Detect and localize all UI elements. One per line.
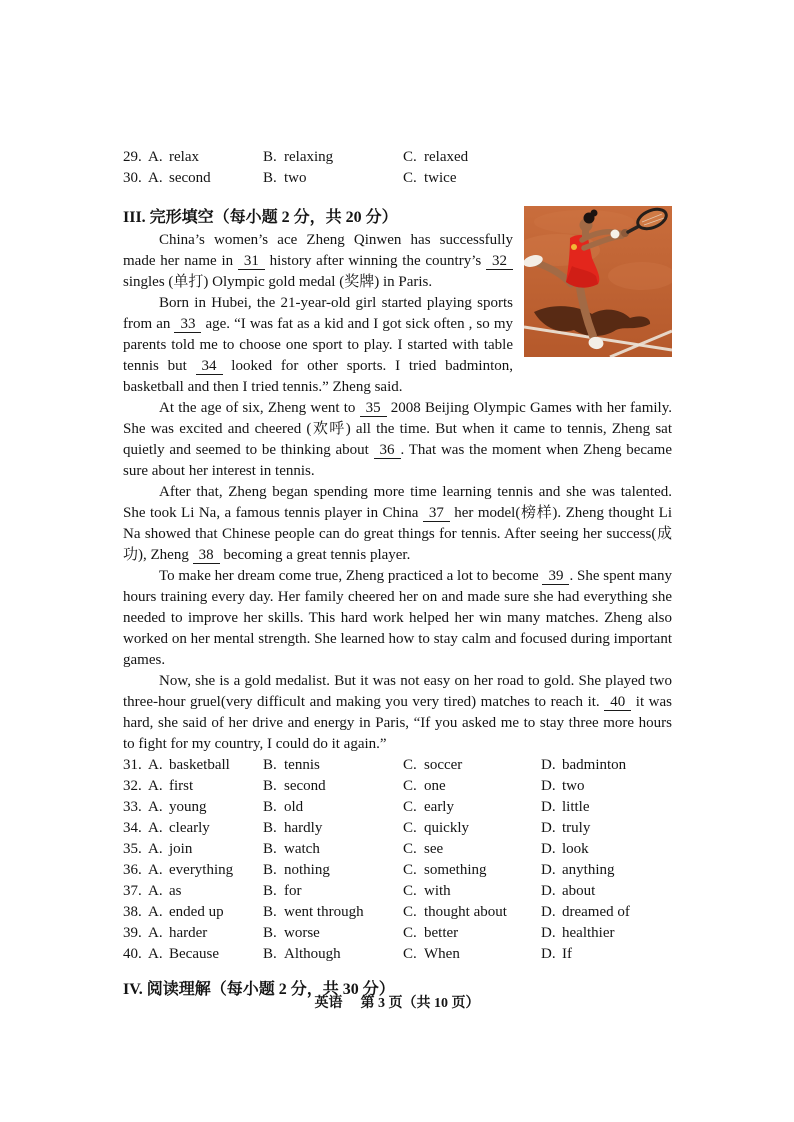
option-text: second (169, 170, 211, 186)
option-text: basketball (169, 757, 230, 773)
option-text: ended up (169, 904, 224, 920)
option-36-D (541, 860, 672, 881)
option-letter: D. (541, 778, 556, 794)
questions-29-30 (123, 147, 672, 189)
option-letter: D. (541, 862, 556, 878)
option-38-A (148, 902, 263, 923)
option-33-A (148, 797, 263, 818)
option-letter: B. (263, 904, 277, 920)
option-37-C (403, 881, 541, 902)
option-text: badminton (562, 757, 627, 773)
option-letter: C. (403, 841, 417, 857)
question-number: 37. (123, 883, 142, 899)
option-text: worse (284, 925, 320, 941)
cloze-question-row-39 (123, 923, 672, 944)
footer-page-number: 第 3 页（共 10 页） (360, 996, 480, 1011)
option-text: If (562, 946, 572, 962)
cloze-paragraph-6: Now, she is a gold medalist. But it was not easy on her road to gold. She played two three-hour gruel(very difficult and making you very tired) matches to reach it. 40 it was hard, she said of her drive and energy in Paris, “If you asked me to stay three more hours to fight for my country, I could do it again.” (123, 673, 672, 752)
option-letter: A. (148, 170, 163, 186)
question-number: 39. (123, 925, 142, 941)
tennis-player-photo (524, 206, 672, 357)
option-letter: D. (541, 883, 556, 899)
option-30-A (148, 168, 263, 189)
option-letter: C. (403, 883, 417, 899)
option-text: healthier (562, 925, 615, 941)
cloze-question-row-38 (123, 902, 672, 923)
option-letter: B. (263, 778, 277, 794)
option-text: as (169, 883, 182, 899)
option-38-D (541, 902, 672, 923)
question-number: 34. (123, 820, 142, 836)
option-letter: C. (403, 757, 417, 773)
option-text: twice (424, 170, 457, 186)
question-number: 32. (123, 778, 142, 794)
tennis-court-illustration (524, 206, 672, 357)
option-text: two (562, 778, 585, 794)
option-letter: A. (148, 925, 163, 941)
question-number: 30. (123, 170, 142, 186)
question-row-29 (123, 147, 672, 168)
option-letter: D. (541, 946, 556, 962)
section-iv-heading: IV. 阅读理解（每小题 2 分，共 30 分） (123, 981, 395, 998)
option-letter: A. (148, 149, 163, 165)
option-text: something (424, 862, 487, 878)
option-38-B (263, 902, 403, 923)
option-text: relaxing (284, 149, 334, 165)
option-letter: C. (403, 778, 417, 794)
option-letter: A. (148, 757, 163, 773)
option-36-B (263, 860, 403, 881)
option-letter: A. (148, 799, 163, 815)
option-text: Because (169, 946, 219, 962)
option-34-C (403, 818, 541, 839)
option-letter: A. (148, 778, 163, 794)
cloze-blank-34: 34 (196, 358, 223, 375)
cloze-blank-33: 33 (174, 316, 201, 333)
option-text: two (284, 170, 307, 186)
option-letter: A. (148, 841, 163, 857)
option-text: quickly (424, 820, 469, 836)
option-letter: B. (263, 862, 277, 878)
option-letter: B. (263, 149, 277, 165)
option-text: old (284, 799, 304, 815)
option-37-A (148, 881, 263, 902)
question-row-30 (123, 168, 672, 189)
option-39-C (403, 923, 541, 944)
option-text: nothing (284, 862, 330, 878)
cloze-question-row-31 (123, 755, 672, 776)
option-text: soccer (424, 757, 463, 773)
option-text: for (284, 883, 302, 899)
option-32-C (403, 776, 541, 797)
option-29-C (403, 147, 672, 168)
option-letter: D. (541, 757, 556, 773)
option-text: hardly (284, 820, 323, 836)
cloze-blank-40: 40 (604, 694, 631, 711)
question-number: 29. (123, 149, 142, 165)
option-32-B (263, 776, 403, 797)
cloze-question-row-32 (123, 776, 672, 797)
option-letter: C. (403, 799, 417, 815)
option-letter: D. (541, 841, 556, 857)
option-letter: A. (148, 862, 163, 878)
option-letter: C. (403, 862, 417, 878)
cloze-paragraph-1: China’s women’s ace Zheng Qinwen has successfully made her name in 31 history after winning the country’s 32 singles (单打) Olympic gold medal (奖牌) in Paris. (123, 232, 513, 290)
option-text: early (424, 799, 454, 815)
cloze-paragraph-2: Born in Hubei, the 21-year-old girl started playing sports from an 33 age. “I was fat as a kid and I got sick often , so my parents told me to choose one sport to play. I started with table tennis but 34 looked for other sports. I tried badminton, basketball and then I tried tennis.” Zheng said. (123, 295, 513, 395)
option-36-A (148, 860, 263, 881)
option-text: first (169, 778, 194, 794)
option-35-A (148, 839, 263, 860)
question-number: 38. (123, 904, 142, 920)
option-letter: A. (148, 946, 163, 962)
cloze-question-row-37 (123, 881, 672, 902)
page-footer (0, 995, 794, 1013)
cloze-blank-37: 37 (423, 505, 450, 522)
cloze-question-row-33 (123, 797, 672, 818)
option-34-B (263, 818, 403, 839)
cloze-question-row-34 (123, 818, 672, 839)
question-number: 40. (123, 946, 142, 962)
option-letter: D. (541, 820, 556, 836)
option-letter: B. (263, 925, 277, 941)
option-text: watch (284, 841, 320, 857)
option-text: tennis (284, 757, 320, 773)
option-32-D (541, 776, 672, 797)
option-31-D (541, 755, 672, 776)
question-number: 35. (123, 841, 142, 857)
option-40-B (263, 944, 403, 965)
option-letter: A. (148, 883, 163, 899)
option-text: one (424, 778, 446, 794)
option-text: clearly (169, 820, 210, 836)
option-29-B (263, 147, 403, 168)
option-40-C (403, 944, 541, 965)
option-text: see (424, 841, 444, 857)
option-text: dreamed of (562, 904, 630, 920)
section-iii-heading: III. 完形填空（每小题 2 分，共 20 分） (123, 209, 398, 226)
option-letter: A. (148, 904, 163, 920)
option-text: young (169, 799, 207, 815)
option-letter: B. (263, 946, 277, 962)
question-number: 31. (123, 757, 142, 773)
option-text: better (424, 925, 459, 941)
option-letter: B. (263, 820, 277, 836)
cloze-question-row-40 (123, 944, 672, 965)
cloze-blank-36: 36 (374, 442, 401, 459)
option-letter: B. (263, 757, 277, 773)
option-39-D (541, 923, 672, 944)
option-text: second (284, 778, 326, 794)
option-32-A (148, 776, 263, 797)
questions-31-40 (123, 755, 672, 965)
option-text: Although (284, 946, 341, 962)
option-33-C (403, 797, 541, 818)
option-37-D (541, 881, 672, 902)
cloze-blank-31: 31 (238, 253, 265, 270)
option-letter: A. (148, 820, 163, 836)
option-letter: C. (403, 904, 417, 920)
option-34-D (541, 818, 672, 839)
option-letter: B. (263, 841, 277, 857)
question-number: 36. (123, 862, 142, 878)
option-40-A (148, 944, 263, 965)
option-letter: C. (403, 925, 417, 941)
question-number: 33. (123, 799, 142, 815)
option-text: everything (169, 862, 234, 878)
option-38-C (403, 902, 541, 923)
option-29-A (148, 147, 263, 168)
option-text: When (424, 946, 460, 962)
cloze-blank-38: 38 (193, 547, 220, 564)
option-text: about (562, 883, 596, 899)
option-text: anything (562, 862, 615, 878)
option-letter: D. (541, 799, 556, 815)
option-text: with (424, 883, 451, 899)
option-letter: C. (403, 820, 417, 836)
option-31-B (263, 755, 403, 776)
page-content (123, 147, 672, 1002)
cloze-blank-35: 35 (360, 400, 387, 417)
option-36-C (403, 860, 541, 881)
option-30-C (403, 168, 672, 189)
option-35-C (403, 839, 541, 860)
option-text: little (562, 799, 590, 815)
option-31-A (148, 755, 263, 776)
option-39-B (263, 923, 403, 944)
option-text: went through (284, 904, 364, 920)
option-text: look (562, 841, 589, 857)
option-letter: C. (403, 149, 417, 165)
option-33-B (263, 797, 403, 818)
footer-subject: 英语 (314, 996, 343, 1011)
option-text: truly (562, 820, 591, 836)
option-letter: D. (541, 925, 556, 941)
option-30-B (263, 168, 403, 189)
option-text: relax (169, 149, 199, 165)
option-letter: C. (403, 946, 417, 962)
option-text: thought about (424, 904, 507, 920)
cloze-paragraph-5: To make her dream come true, Zheng practiced a lot to become 39 . She spent many hours training every day. Her family cheered her on and made sure she had everything she needed to improve her skills. This hard work helped her win many matches. Zheng also worked on her mental strength. She learned how to stay calm and focused during important games. (123, 568, 672, 668)
option-33-D (541, 797, 672, 818)
option-text: harder (169, 925, 208, 941)
cloze-blank-39: 39 (542, 568, 569, 585)
option-35-D (541, 839, 672, 860)
option-37-B (263, 881, 403, 902)
option-letter: B. (263, 170, 277, 186)
option-text: join (169, 841, 193, 857)
option-34-A (148, 818, 263, 839)
option-text: relaxed (424, 149, 469, 165)
option-31-C (403, 755, 541, 776)
option-letter: C. (403, 170, 417, 186)
cloze-paragraph-3: At the age of six, Zheng went to 35 2008 Beijing Olympic Games with her family. She was excited and cheered (欢呼) all the time. But when it came to tennis, Zheng sat quietly and seemed to be thinking about 36 . That was the moment when Zheng became sure about her interest in tennis. (123, 400, 672, 479)
option-letter: D. (541, 904, 556, 920)
cloze-paragraph-4: After that, Zheng began spending more time learning tennis and she was talented. She took Li Na, a famous tennis player in China 37 her model(榜样). Zheng thought Li Na showed that Chinese people can do great things for tennis. After seeing her success(成功), Zheng 38 becoming a great tennis player. (123, 484, 672, 563)
option-40-D (541, 944, 672, 965)
option-39-A (148, 923, 263, 944)
option-letter: B. (263, 799, 277, 815)
cloze-question-row-35 (123, 839, 672, 860)
cloze-question-row-36 (123, 860, 672, 881)
option-35-B (263, 839, 403, 860)
cloze-blank-32: 32 (486, 253, 513, 270)
option-letter: B. (263, 883, 277, 899)
